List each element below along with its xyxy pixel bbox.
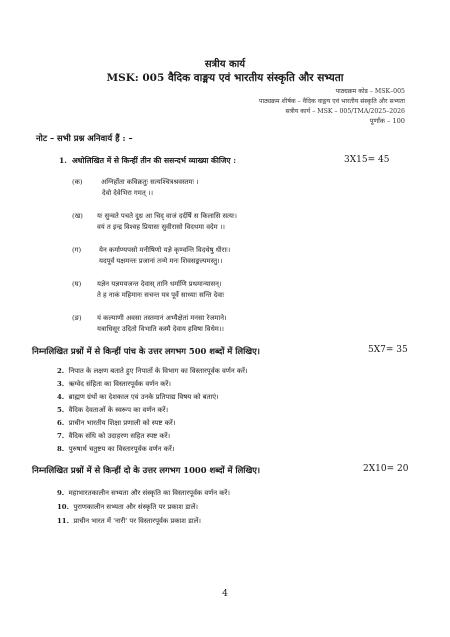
page-title: सत्रीय कार्य xyxy=(204,59,246,70)
course-title: MSK: 005 वैदिक वाङ्मय एवं भारतीय संस्कृति और सभ्यता xyxy=(106,72,344,84)
question-1-number: 1. xyxy=(59,156,67,165)
section-2-heading: निम्नलिखित प्रश्नों में से किन्हीं पांच के उत्तर लगभग 500 शब्दों में लिखिए। xyxy=(32,346,260,356)
list-item: 2. निपात के लक्षण बताते हुए निपातों के विभाग का विस्तारपूर्वक वर्णन करें। xyxy=(57,367,248,375)
verse-line: यज्ञेन यज्ञमयजन्त देवास् तानि धर्माणि प्रथमान्यासन्। xyxy=(97,280,222,288)
section-3-heading: निम्नलिखित प्रश्नों में से किन्हीं दो के उत्तर लगभग 1000 शब्दों में लिखिए। xyxy=(32,465,261,475)
section-3-marks: 2X10= 20 xyxy=(363,464,409,474)
list-item: 11. प्राचीन भारत में 'नारी' पर विस्तारपूर्वक प्रकाश डालें। xyxy=(57,517,201,525)
assignment-code-line: सत्रीय कार्य – MSK – 005/TMA/2025–2026 xyxy=(285,108,405,115)
verse-line: ते ह नाकं महिमानः सचन्त यत्र पूर्वे साध्याः सन्ति देवाः xyxy=(97,291,225,299)
verse-label: (ङ) xyxy=(72,314,82,322)
verse-line: येन कर्माण्यपसो मनीषिणो यज्ञे कृण्वन्ति विदथेषु धीराः। xyxy=(99,246,231,254)
verse-line: यदपूर्वं यक्षमन्तः प्रजानां तन्मे मनः शिवसङ्कल्पमस्तु।। xyxy=(99,257,223,265)
verse-line: यत्राधिसूर उदितो विभाति कस्मै देवाय हविषा विधेम।। xyxy=(97,325,224,333)
verse-line: देवो देवेभिरा गमत् ।। xyxy=(102,189,154,197)
verse-line: अग्निर्होता कविक्रतुः सत्यश्चित्रश्रवस्तमः । xyxy=(101,178,199,186)
list-item: 7. वैदिक संधि को उदाहरण सहित स्पष्ट करें। xyxy=(57,432,171,440)
question-1-marks: 3X15= 45 xyxy=(344,155,390,165)
verse-line: यः सुन्वते पचते दुध्र आ चिद् वाजं दर्दर्षि स किलासि सत्यः। xyxy=(97,212,237,220)
total-marks-line: पूर्णांक – 100 xyxy=(369,117,405,125)
verse-label: (ग) xyxy=(72,246,82,254)
verse-line: यं कल्याणी अवसा तस्तमानं अभ्यैक्षेतां मनसा रेजमाने। xyxy=(97,314,227,322)
course-name-line: पाठ्यक्रम शीर्षक – वैदिक वाङ्मय एवं भारतीय संस्कृति और सभ्यता xyxy=(259,98,405,105)
verse-label: (ख) xyxy=(72,212,83,220)
list-item: 4. ब्राह्मण ग्रंथों का देशकाल एवं उनके प्रतिपाद्य विषय को बताएं। xyxy=(57,393,219,401)
verse-line: वयं त इन्द्र विश्वह प्रियासः सुवीरासो विदथमा वदेम ।। xyxy=(97,223,225,231)
question-1-text: अधोलिखित में से किन्हीं तीन की ससन्दर्भ व्याख्या कीजिए : xyxy=(72,156,237,165)
section-2-marks: 5X7= 35 xyxy=(368,345,408,355)
list-item: 9. महाभारतकालीन सभ्यता और संस्कृति का विस्तारपूर्वक वर्णन करें। xyxy=(57,489,230,497)
instructions-note: नोट – सभी प्रश्न अनिवार्य हैं : – xyxy=(36,133,133,143)
list-item: 8. पुरुषार्थ चतुष्टय का विस्तारपूर्वक वर्णन करें। xyxy=(57,445,175,453)
page-number: 4 xyxy=(222,589,228,599)
list-item: 10. पुराणकालीन सभ्यता और संस्कृति पर प्रकाश डालें। xyxy=(57,503,199,511)
list-item: 6. प्राचीन भारतीय शिक्षा प्रणाली को स्पष्ट करें। xyxy=(57,419,176,427)
list-item: 5. वैदिक देवताओं के स्वरूप का वर्णन करें। xyxy=(57,406,169,414)
course-code-line: पाठ्यक्रम कोड – MSK–005 xyxy=(335,88,405,95)
verse-label: (क) xyxy=(72,178,83,186)
list-item: 3. ऋग्वेद संहिता का विस्तारपूर्वक वर्णन करें। xyxy=(57,380,171,388)
verse-label: (घ) xyxy=(72,280,82,288)
